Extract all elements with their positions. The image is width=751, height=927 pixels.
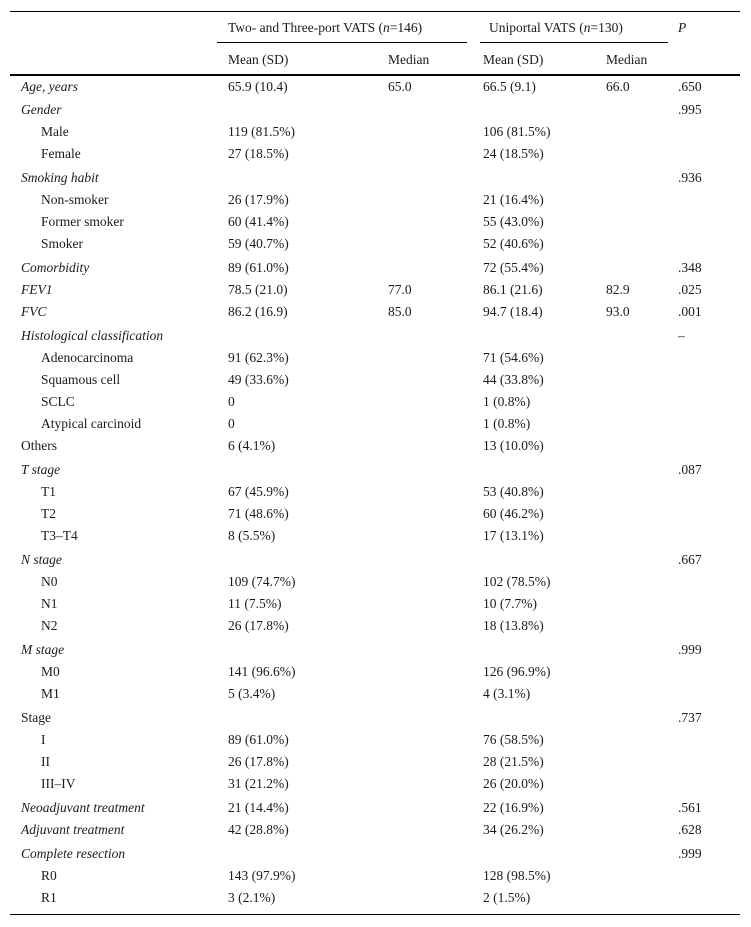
cell-group2-mean: 2 (1.5%)	[483, 890, 531, 905]
cell-group1-mean: 42 (28.8%)	[228, 822, 289, 837]
cell-group1-median: 65.0	[388, 79, 412, 94]
row-label: SCLC	[41, 394, 75, 409]
cell-p-value: .999	[678, 642, 702, 657]
cell-p-value: .025	[678, 282, 702, 297]
sub-header-median-1: Median	[388, 52, 430, 67]
row-label: Squamous cell	[41, 372, 121, 387]
cell-group2-mean: 66.5 (9.1)	[483, 79, 536, 94]
cell-group1-mean: 27 (18.5%)	[228, 146, 289, 161]
cell-group1-mean: 65.9 (10.4)	[228, 79, 288, 94]
cell-group1-mean: 119 (81.5%)	[228, 124, 295, 139]
cell-group2-mean: 1 (0.8%)	[483, 416, 531, 431]
row-label: Former smoker	[41, 214, 124, 229]
cell-p-value: .348	[678, 260, 702, 275]
cell-group2-mean: 17 (13.1%)	[483, 528, 544, 543]
row-label: I	[41, 732, 46, 747]
row-label: Stage	[21, 710, 51, 725]
cell-group2-mean: 1 (0.8%)	[483, 394, 531, 409]
cell-group2-mean: 26 (20.0%)	[483, 776, 544, 791]
cell-group2-mean: 72 (55.4%)	[483, 260, 544, 275]
cell-group2-mean: 71 (54.6%)	[483, 350, 544, 365]
cell-group1-mean: 89 (61.0%)	[228, 260, 289, 275]
cell-group2-mean: 52 (40.6%)	[483, 236, 544, 251]
cell-group1-median: 85.0	[388, 304, 412, 319]
row-label: M1	[41, 686, 60, 701]
sub-header-median-2: Median	[606, 52, 648, 67]
top-rule	[10, 11, 740, 12]
cell-group2-mean: 94.7 (18.4)	[483, 304, 543, 319]
row-label: Male	[41, 124, 69, 139]
row-label: FVC	[21, 304, 47, 319]
cell-group2-mean: 55 (43.0%)	[483, 214, 544, 229]
row-label: N1	[41, 596, 58, 611]
cell-p-value: .087	[678, 462, 702, 477]
row-label: Histological classification	[21, 328, 164, 343]
cell-group1-mean: 86.2 (16.9)	[228, 304, 288, 319]
row-label: Comorbidity	[21, 260, 90, 275]
row-label: N0	[41, 574, 58, 589]
cell-group1-mean: 143 (97.9%)	[228, 868, 296, 883]
cell-group1-mean: 31 (21.2%)	[228, 776, 289, 791]
cell-group1-mean: 5 (3.4%)	[228, 686, 276, 701]
row-label: Gender	[21, 102, 62, 117]
cell-p-value: .650	[678, 79, 702, 94]
cell-group2-mean: 4 (3.1%)	[483, 686, 531, 701]
cell-group1-mean: 141 (96.6%)	[228, 664, 296, 679]
row-label: Others	[21, 438, 57, 453]
cell-p-value: –	[678, 328, 685, 343]
cell-group2-mean: 28 (21.5%)	[483, 754, 544, 769]
cell-group2-mean: 22 (16.9%)	[483, 800, 544, 815]
cell-group2-mean: 60 (46.2%)	[483, 506, 544, 521]
row-label: Atypical carcinoid	[41, 416, 142, 431]
cell-p-value: .737	[678, 710, 702, 725]
cell-group2-mean: 24 (18.5%)	[483, 146, 544, 161]
cell-group2-mean: 126 (96.9%)	[483, 664, 551, 679]
cell-group1-mean: 49 (33.6%)	[228, 372, 289, 387]
row-label: Smoking habit	[21, 170, 99, 185]
group2-underline	[480, 42, 668, 43]
row-label: II	[41, 754, 50, 769]
cell-group2-median: 82.9	[606, 282, 630, 297]
group1-header: Two- and Three-port VATS (n=146)	[228, 20, 423, 35]
row-label: Non-smoker	[41, 192, 109, 207]
cell-group1-mean: 6 (4.1%)	[228, 438, 276, 453]
cell-group2-mean: 10 (7.7%)	[483, 596, 537, 611]
row-label: M stage	[21, 642, 65, 657]
cell-group1-mean: 0	[228, 394, 235, 409]
row-label: R0	[41, 868, 57, 883]
cell-group1-mean: 26 (17.8%)	[228, 618, 289, 633]
cell-group2-mean: 128 (98.5%)	[483, 868, 551, 883]
cell-group1-mean: 91 (62.3%)	[228, 350, 289, 365]
cell-group2-mean: 102 (78.5%)	[483, 574, 551, 589]
cell-group2-mean: 13 (10.0%)	[483, 438, 544, 453]
cell-group2-mean: 86.1 (21.6)	[483, 282, 543, 297]
row-label: N stage	[21, 552, 62, 567]
cell-group1-mean: 59 (40.7%)	[228, 236, 289, 251]
cell-group1-mean: 67 (45.9%)	[228, 484, 289, 499]
row-label: N2	[41, 618, 58, 633]
cell-group1-mean: 11 (7.5%)	[228, 596, 282, 611]
cell-group2-mean: 21 (16.4%)	[483, 192, 544, 207]
cell-group1-mean: 60 (41.4%)	[228, 214, 289, 229]
row-label: III–IV	[41, 776, 76, 791]
cell-group1-mean: 109 (74.7%)	[228, 574, 296, 589]
sub-header-mean-1: Mean (SD)	[228, 52, 289, 67]
row-label: M0	[41, 664, 60, 679]
row-label: T1	[41, 484, 56, 499]
row-label: Smoker	[41, 236, 83, 251]
cell-p-value: .936	[678, 170, 702, 185]
group2-header: Uniportal VATS (n=130)	[489, 20, 623, 35]
cell-group2-mean: 106 (81.5%)	[483, 124, 551, 139]
cell-group1-median: 77.0	[388, 282, 412, 297]
cell-group1-mean: 0	[228, 416, 235, 431]
cell-group1-mean: 78.5 (21.0)	[228, 282, 288, 297]
cell-p-value: .995	[678, 102, 702, 117]
sub-header-mean-2: Mean (SD)	[483, 52, 544, 67]
cell-group2-mean: 76 (58.5%)	[483, 732, 544, 747]
row-label: Age, years	[21, 79, 78, 94]
cell-group1-mean: 8 (5.5%)	[228, 528, 276, 543]
cell-group2-mean: 44 (33.8%)	[483, 372, 544, 387]
cell-group1-mean: 26 (17.9%)	[228, 192, 289, 207]
cell-p-value: .628	[678, 822, 702, 837]
cell-group2-mean: 18 (13.8%)	[483, 618, 544, 633]
row-label: FEV1	[21, 282, 53, 297]
row-label: Female	[41, 146, 81, 161]
row-label: Adenocarcinoma	[41, 350, 134, 365]
cell-p-value: .001	[678, 304, 702, 319]
row-label: Adjuvant treatment	[21, 822, 125, 837]
cell-group2-median: 93.0	[606, 304, 630, 319]
bottom-rule	[10, 914, 740, 915]
cell-group2-mean: 34 (26.2%)	[483, 822, 544, 837]
row-label: T3–T4	[41, 528, 78, 543]
row-label: T2	[41, 506, 56, 521]
cell-group1-mean: 21 (14.4%)	[228, 800, 289, 815]
cell-group1-mean: 89 (61.0%)	[228, 732, 289, 747]
header-rule	[10, 74, 740, 76]
cell-group1-mean: 3 (2.1%)	[228, 890, 276, 905]
row-label: T stage	[21, 462, 61, 477]
row-label: Neoadjuvant treatment	[21, 800, 145, 815]
cell-p-value: .561	[678, 800, 702, 815]
row-label: Complete resection	[21, 846, 126, 861]
cell-p-value: .667	[678, 552, 702, 567]
p-header: P	[678, 20, 687, 35]
cell-group1-mean: 71 (48.6%)	[228, 506, 289, 521]
row-label: R1	[41, 890, 57, 905]
cell-group2-median: 66.0	[606, 79, 630, 94]
cell-p-value: .999	[678, 846, 702, 861]
cell-group2-mean: 53 (40.8%)	[483, 484, 544, 499]
group1-underline	[217, 42, 467, 43]
cell-group1-mean: 26 (17.8%)	[228, 754, 289, 769]
